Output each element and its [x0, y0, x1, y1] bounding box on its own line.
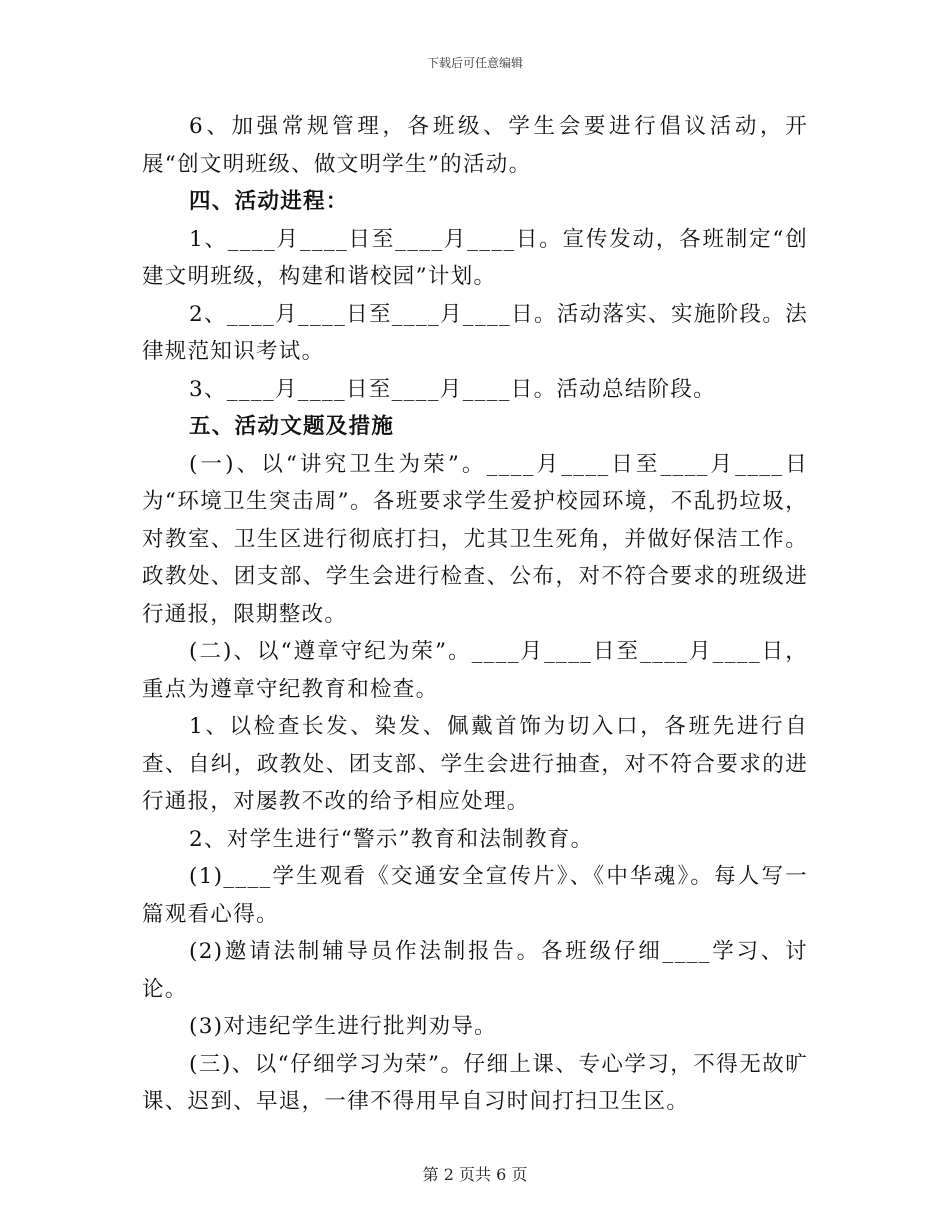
sub-item-2: (2)邀请法制辅导员作法制报告。各班级仔细____学习、讨论。 [142, 939, 808, 1002]
section-heading-measures: 五、活动文题及措施 [189, 414, 395, 439]
measure-three-study: (三)、以“仔细学习为荣”。仔细上课、专心学习，不得无故旷课、迟到、早退，一律不得用早自习时间打扫卫生区。 [142, 1051, 808, 1114]
process-step-3: 3、____月____日至____月____日。活动总结阶段。 [189, 376, 716, 402]
process-step-1: 1、____月____日至____月____日。宣传发动，各班制定“创建文明班级，构建和谐校园”计划。 [142, 226, 808, 289]
measure-one-hygiene: (一)、以“讲究卫生为荣”。____月____日至____月____日为“环境卫生突击周”。各班要求学生爱护校园环境，不乱扔垃圾，对教室、卫生区进行彻底打扫，尤其卫生死角，并做好保洁工作。政教处、团支部、学生会进行检查、公布，对不符合要求的班级进行通报，限期整改。 [142, 451, 808, 627]
section-heading-activity-process: 四、活动进程： [189, 189, 349, 214]
paragraph-item-6: 6、加强常规管理，各班级、学生会要进行倡议活动，开展“创文明班级、做文明学生”的活动。 [142, 114, 808, 177]
discipline-item-1: 1、以检查长发、染发、佩戴首饰为切入口，各班先进行自查、自纠，政教处、团支部、学生会进行抽查，对不符合要求的进行通报，对屡教不改的给予相应处理。 [142, 714, 808, 814]
sub-item-1: (1)____学生观看《交通安全宣传片》、《中华魂》。每人写一篇观看心得。 [142, 864, 808, 927]
process-step-2: 2、____月____日至____月____日。活动落实、实施阶段。法律规范知识考试。 [142, 301, 808, 364]
measure-two-discipline: (二)、以“遵章守纪为荣”。____月____日至____月____日，重点为遵章守纪教育和检查。 [142, 639, 808, 702]
discipline-item-2: 2、对学生进行“警示”教育和法制教育。 [189, 826, 594, 852]
sub-item-3: (3)对违纪学生进行批判劝导。 [189, 1014, 497, 1039]
page-number-footer: 第 2 页共 6 页 [422, 1165, 528, 1184]
document-body [142, 108, 808, 1121]
page-header-note: 下载后可任意编辑 [426, 56, 523, 70]
